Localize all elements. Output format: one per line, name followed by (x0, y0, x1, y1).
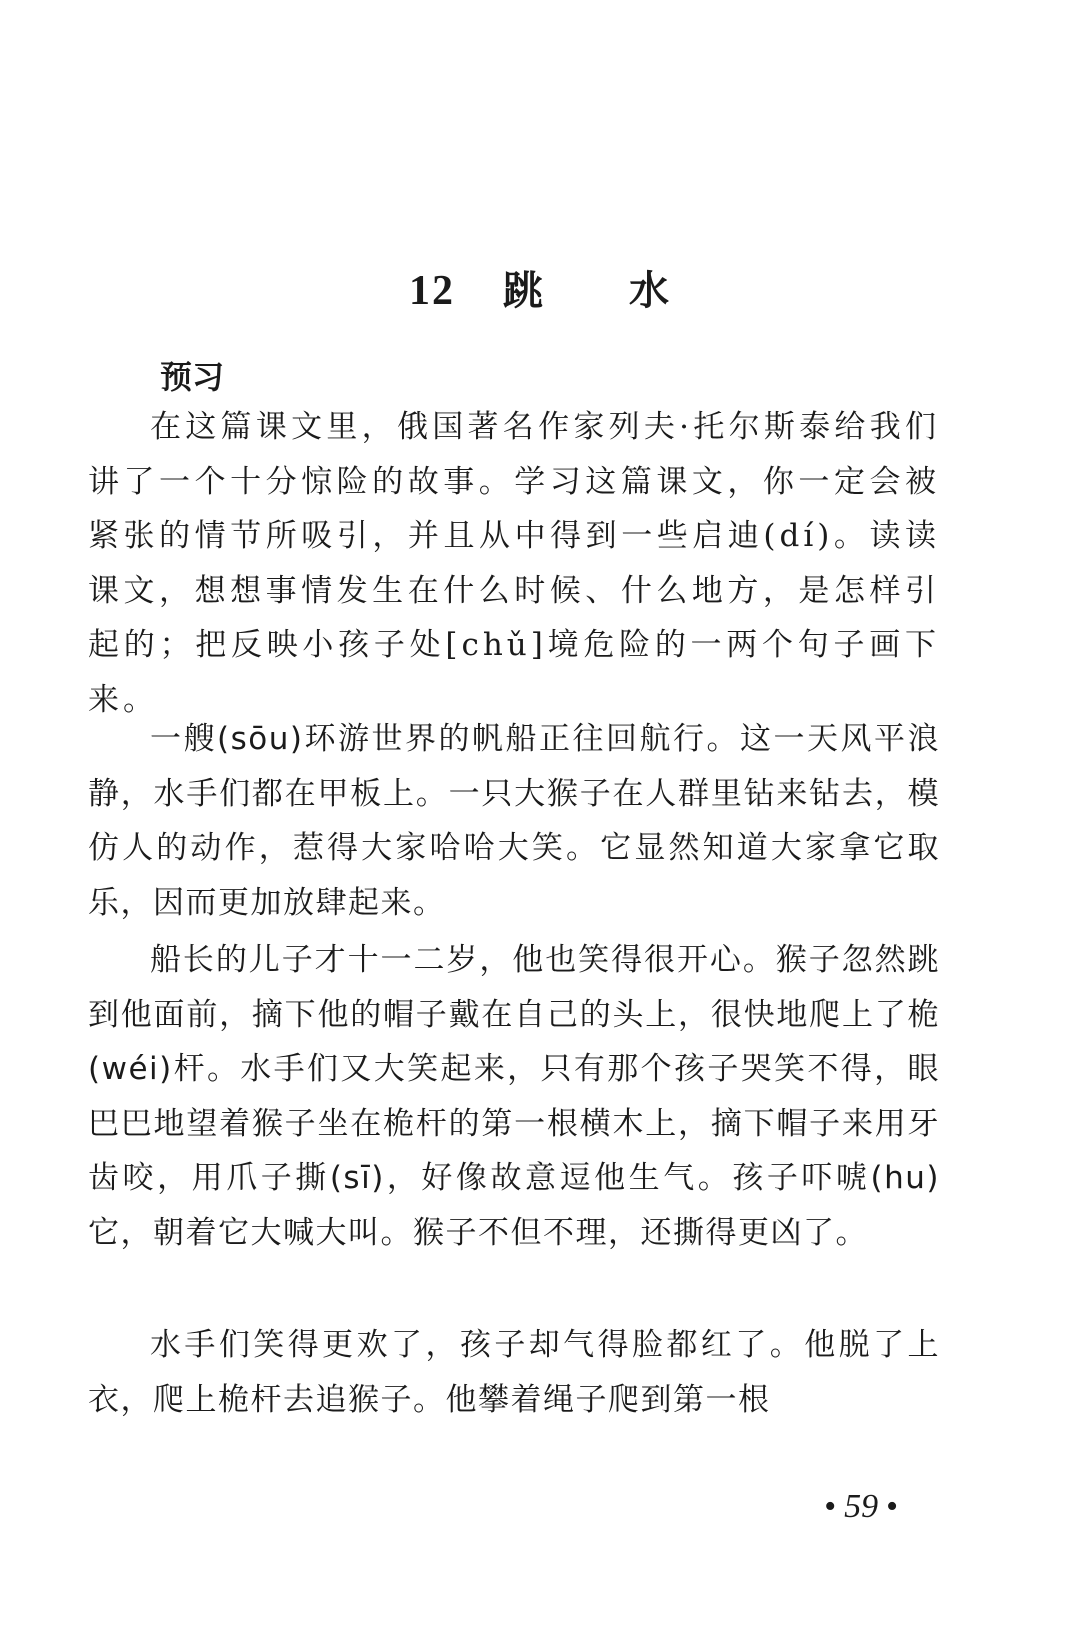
lesson-title (0, 259, 1080, 316)
body-paragraph-3: 水手们笑得更欢了，孩子却气得脸都红了。他脱了上衣，爬上桅杆去追猴子。他攀着绳子爬到第一根 (88, 1327, 940, 1418)
page-number-dot-left: • (824, 1488, 837, 1525)
body-paragraph-1: 一艘(sōu)环游世界的帆船正往回航行。这一天风平浪静，水手们都在甲板上。一只大猴子在人群里钻来钻去，模仿人的动作，惹得大家哈哈大笑。它显然知道大家拿它取乐，因而更加放肆起来。 (88, 721, 940, 921)
body-paragraph-2: 船长的儿子才十一二岁，他也笑得很开心。猴子忽然跳到他面前，摘下他的帽子戴在自己的头上，很快地爬上了桅(wéi)杆。水手们又大笑起来，只有那个孩子哭笑不得，眼巴巴地望着猴子坐在桅杆的第一根横木上，摘下帽子来用牙齿咬，用爪子撕(sī)，好像故意逗他生气。孩子吓唬(hu)它，朝着它大喊大叫。猴子不但不理，还撕得更凶了。 (88, 942, 940, 1251)
page-number-dot-right: • (886, 1488, 898, 1525)
preview-heading: 预习 (160, 358, 225, 396)
page-number (816, 1488, 906, 1526)
lesson-title-text: 跳 水 (503, 266, 671, 314)
page-number-value: 59 (844, 1488, 879, 1525)
preview-paragraph: 在这篇课文里，俄国著名作家列夫·托尔斯泰给我们讲了一个十分惊险的故事。学习这篇课文，你一定会被紧张的情节所吸引，并且从中得到一些启迪(dí)。读读课文，想想事情发生在什么时候、什么地方，是怎样引起的；把反映小孩子处[chǔ]境危险的一两个句子画下来。 (88, 409, 940, 718)
lesson-number: 12 (409, 267, 455, 314)
